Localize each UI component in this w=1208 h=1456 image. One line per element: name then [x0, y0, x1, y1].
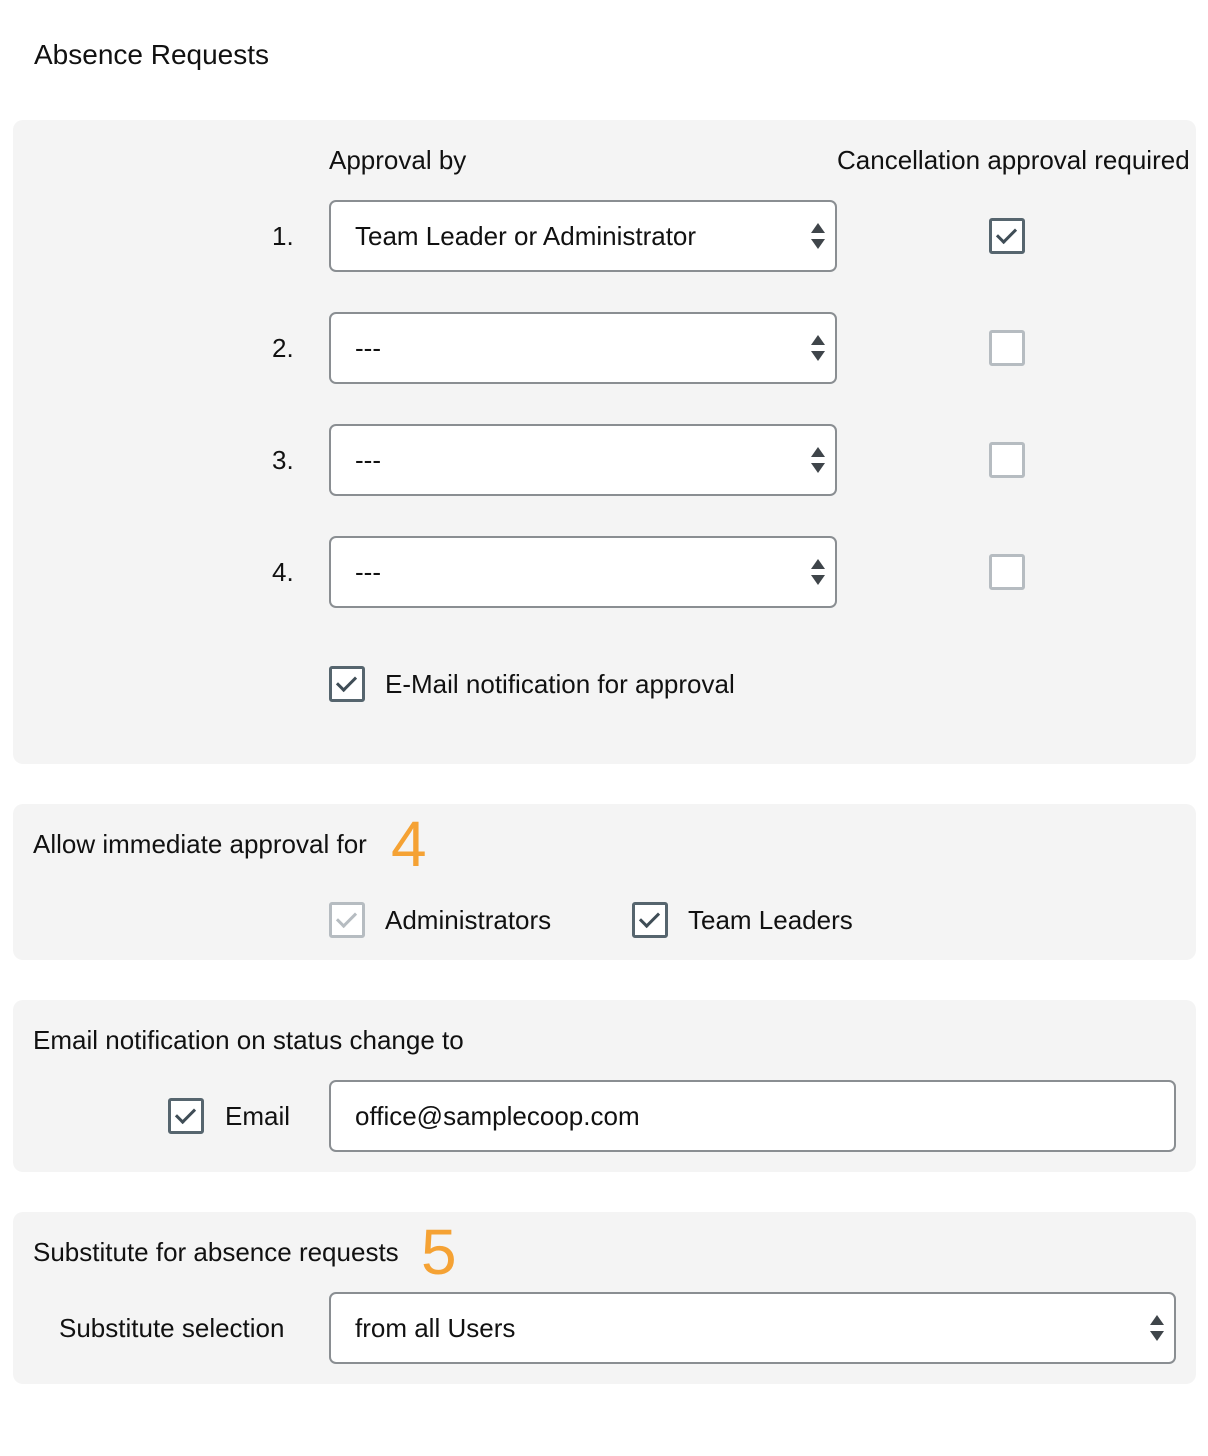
select-caret-icon [811, 223, 825, 249]
approval-row-index: 2. [272, 333, 294, 363]
select-caret-icon [811, 335, 825, 361]
check-icon [336, 907, 357, 928]
status-email-checkbox[interactable] [168, 1098, 204, 1134]
check-icon [996, 223, 1017, 244]
select-caret-icon [1150, 1315, 1164, 1341]
check-icon [175, 1103, 196, 1124]
team-leaders-label[interactable]: Team Leaders [688, 905, 853, 935]
select-value: from all Users [355, 1312, 516, 1343]
substitute-selection-label: Substitute selection [59, 1313, 285, 1343]
status-email-input[interactable] [329, 1080, 1176, 1152]
select-value: --- [355, 332, 381, 363]
cancellation-approval-header: Cancellation approval required [837, 145, 1190, 175]
cancellation-approval-1-checkbox[interactable] [989, 218, 1025, 254]
select-value: --- [355, 444, 381, 475]
approval-level-1-select[interactable] [329, 200, 837, 272]
substitute-panel [13, 1212, 1196, 1384]
status-change-panel [13, 1000, 1196, 1172]
select-value: Team Leader or Administrator [355, 220, 697, 251]
email-notification-approval-label[interactable]: E-Mail notification for approval [385, 669, 735, 699]
approval-row-index: 1. [272, 221, 294, 251]
cancellation-approval-3-checkbox[interactable] [989, 442, 1025, 478]
approval-level-3-select[interactable] [329, 424, 837, 496]
check-icon [336, 671, 357, 692]
substitute-selection-select[interactable] [329, 1292, 1176, 1364]
immediate-approval-title: Allow immediate approval for [33, 829, 367, 859]
cancellation-approval-2-checkbox[interactable] [989, 330, 1025, 366]
select-caret-icon [811, 447, 825, 473]
substitute-title: Substitute for absence requests [33, 1237, 399, 1267]
email-notification-approval-checkbox[interactable] [329, 666, 365, 702]
approval-panel [13, 120, 1196, 764]
administrators-checkbox [329, 902, 365, 938]
email-value: office@samplecoop.com [355, 1100, 640, 1131]
approval-by-header: Approval by [329, 145, 467, 175]
step-badge: 5 [421, 1216, 457, 1288]
step-badge: 4 [391, 808, 427, 880]
approval-row-index: 3. [272, 445, 294, 475]
approval-level-2-select[interactable] [329, 312, 837, 384]
approval-row-index: 4. [272, 557, 294, 587]
team-leaders-checkbox[interactable] [632, 902, 668, 938]
approval-level-4-select[interactable] [329, 536, 837, 608]
select-value: --- [355, 556, 381, 587]
check-icon [639, 907, 660, 928]
select-caret-icon [811, 559, 825, 585]
immediate-approval-panel [13, 804, 1196, 960]
cancellation-approval-4-checkbox[interactable] [989, 554, 1025, 590]
status-change-title: Email notification on status change to [33, 1025, 464, 1055]
status-email-label[interactable]: Email [225, 1101, 291, 1131]
administrators-label: Administrators [385, 905, 552, 935]
page-title: Absence Requests [34, 39, 270, 70]
